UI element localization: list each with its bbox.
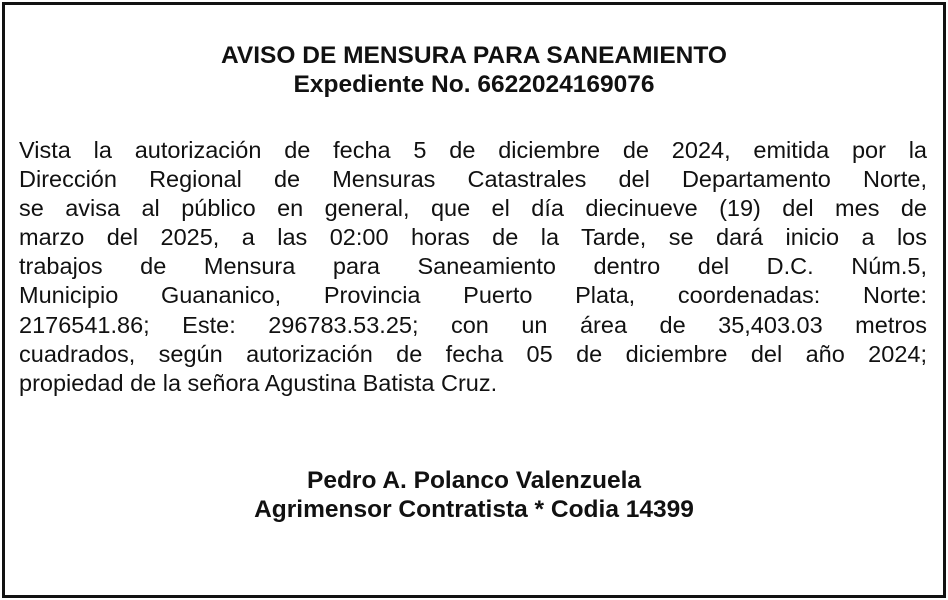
legal-notice	[2, 2, 946, 598]
expediente-number: Expediente No. 6622024169076	[293, 71, 655, 98]
notice-header	[5, 41, 943, 99]
body-line: se avisa al público en general, que el día diecinueve (19) del mes de	[19, 195, 927, 222]
signatory-name: Pedro A. Polanco Valenzuela	[306, 467, 642, 494]
body-line: Municipio Guananico, Provincia Puerto Plata, coordenadas: Norte:	[19, 282, 927, 309]
signatory-role: Agrimensor Contratista * Codia 14399	[254, 496, 694, 523]
notice-title: AVISO DE MENSURA PARA SANEAMIENTO	[221, 42, 727, 69]
body-line: cuadrados, según autorización de fecha 05 de diciembre del año 2024;	[19, 340, 927, 367]
body-line: 2176541.86; Este: 296783.53.25; con un área de 35,403.03 metros	[19, 311, 927, 338]
body-line: Dirección Regional de Mensuras Catastrales del Departamento Norte,	[19, 166, 927, 193]
body-line: Vista la autorización de fecha 5 de diciembre de 2024, emitida por la	[19, 137, 927, 163]
body-line: marzo del 2025, a las 02:00 horas de la Tarde, se dará inicio a los	[19, 224, 927, 251]
notice-body	[19, 136, 927, 398]
body-line: trabajos de Mensura para Saneamiento dentro del D.C. Núm.5,	[19, 253, 927, 280]
signature-block	[5, 466, 943, 524]
body-line: propiedad de la señora Agustina Batista Cruz.	[19, 369, 498, 396]
